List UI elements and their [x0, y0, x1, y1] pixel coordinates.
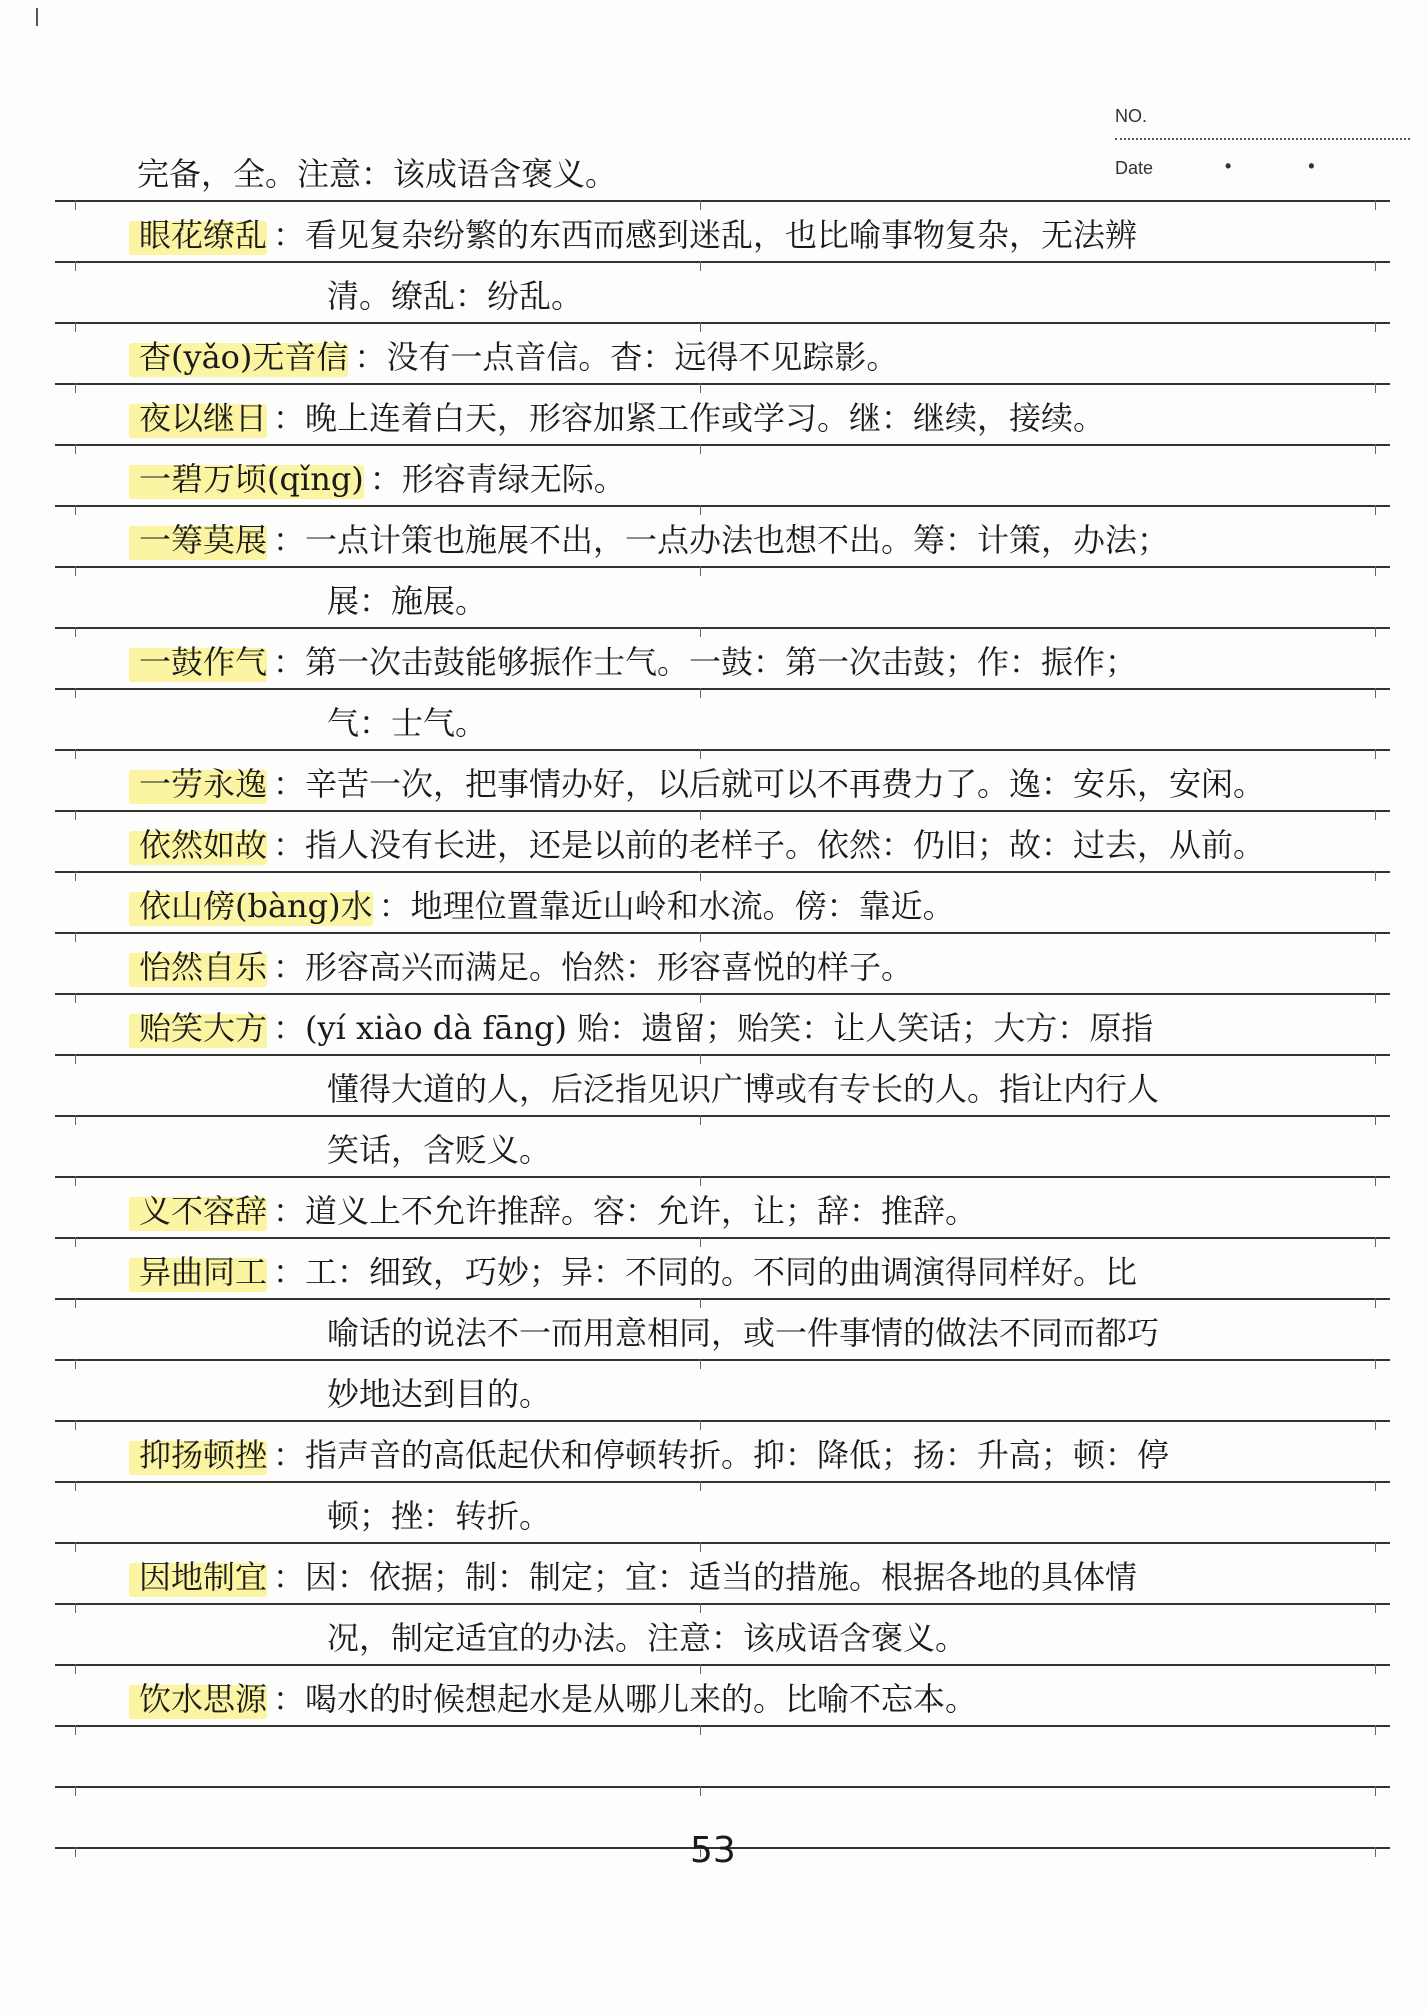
entry-continuation-line	[325, 1496, 551, 1536]
ruled-line-tick	[700, 1786, 701, 1796]
ruled-line-tick	[75, 261, 76, 271]
ruled-line-tick	[1375, 1420, 1376, 1430]
idiom-term-text: 一碧万顷(qǐng)	[139, 460, 364, 498]
entry-line	[135, 886, 955, 926]
idiom-definition: ：因：依据；制：制定；宜：适当的措施。根据各地的具体情	[273, 1558, 1138, 1596]
idiom-definition: 喻话的说法不一而用意相同，或一件事情的做法不同而都巧	[327, 1314, 1160, 1352]
ruled-line-tick	[75, 1298, 76, 1308]
idiom-term-text: 一筹莫展	[139, 521, 268, 559]
idiom-term	[135, 764, 271, 804]
idiom-term-text: 义不容辞	[139, 1192, 268, 1230]
ruled-line-tick	[700, 1298, 701, 1308]
ruled-line-tick	[1375, 505, 1376, 515]
ruled-line-tick	[75, 1176, 76, 1186]
idiom-definition: ：辛苦一次，把事情办好，以后就可以不再费力了。逸：安乐，安闲。	[273, 765, 1266, 803]
idiom-term-text: 贻笑大方	[139, 1009, 268, 1047]
idiom-term-text: 因地制宜	[139, 1558, 268, 1596]
ruled-line-tick	[75, 1359, 76, 1369]
ruled-line-tick	[700, 1115, 701, 1125]
entry-line	[135, 1679, 977, 1719]
ruled-line-tick	[1375, 627, 1376, 637]
ruled-line-tick	[700, 505, 701, 515]
idiom-term-text: 怡然自乐	[139, 948, 268, 986]
idiom-term-text: 夜以继日	[139, 399, 268, 437]
entry-continuation-line	[325, 581, 487, 621]
entry-line	[135, 1252, 1137, 1292]
idiom-definition: 况，制定适宜的办法。注意：该成语含褒义。	[327, 1619, 968, 1657]
ruled-line-tick	[1375, 1298, 1376, 1308]
idiom-definition: ：没有一点音信。杳：远得不见踪影。	[354, 338, 899, 376]
ruled-line-tick	[75, 1847, 76, 1857]
idiom-term-text: 依山傍(bàng)水	[139, 887, 373, 925]
idiom-term-text: 饮水思源	[139, 1680, 268, 1718]
ruled-line-tick	[700, 1664, 701, 1674]
entry-continuation-line	[325, 1313, 1159, 1353]
entry-line	[135, 215, 1137, 255]
ruled-line	[55, 1176, 1390, 1178]
date-label: Date	[1115, 158, 1154, 178]
idiom-definition: ：喝水的时候想起水是从哪儿来的。比喻不忘本。	[273, 1680, 978, 1718]
ruled-line-tick	[1375, 1664, 1376, 1674]
ruled-line-tick	[1375, 1786, 1376, 1796]
ruled-line-tick	[700, 444, 701, 454]
ruled-line-tick	[700, 1054, 701, 1064]
ruled-line	[55, 749, 1390, 751]
number-label: NO.	[1115, 106, 1148, 126]
idiom-term	[135, 1008, 271, 1048]
ruled-line-tick	[1375, 688, 1376, 698]
ruled-line	[55, 993, 1390, 995]
ruled-line-tick	[75, 749, 76, 759]
ruled-line-tick	[700, 749, 701, 759]
idiom-term	[135, 1435, 271, 1475]
ruled-line	[55, 1237, 1390, 1239]
ruled-line-tick	[75, 1237, 76, 1247]
ruled-line-tick	[75, 200, 76, 210]
ruled-line-tick	[1375, 1237, 1376, 1247]
idiom-definition: ：形容高兴而满足。怡然：形容喜悦的样子。	[273, 948, 914, 986]
idiom-definition: ：道义上不允许推辞。容：允许，让；辞：推辞。	[273, 1192, 978, 1230]
ruled-line-tick	[1375, 993, 1376, 1003]
ruled-line-tick	[1375, 1542, 1376, 1552]
idiom-definition: 清。缭乱：纷乱。	[327, 277, 584, 315]
entry-line	[135, 520, 1169, 560]
idiom-definition: ：一点计策也施展不出，一点办法也想不出。筹：计策，办法；	[273, 521, 1170, 559]
ruled-line-tick	[700, 261, 701, 271]
ruled-line-tick	[700, 1542, 701, 1552]
entry-continuation-line	[325, 276, 583, 316]
ruled-line	[55, 1786, 1390, 1788]
ruled-line	[55, 1420, 1390, 1422]
ruled-line-tick	[75, 688, 76, 698]
idiom-definition: ：工：细致，巧妙；异：不同的。不同的曲调演得同样好。比	[273, 1253, 1138, 1291]
entry-continuation-line	[325, 703, 487, 743]
ruled-line-tick	[1375, 200, 1376, 210]
ruled-line-tick	[75, 1725, 76, 1735]
ruled-line	[55, 505, 1390, 507]
ruled-line-tick	[1375, 1176, 1376, 1186]
entry-line	[135, 1557, 1137, 1597]
idiom-term	[135, 1191, 271, 1231]
idiom-term-text: 一劳永逸	[139, 765, 268, 803]
ruled-line-tick	[75, 505, 76, 515]
idiom-term	[135, 1679, 271, 1719]
ruled-line	[55, 627, 1390, 629]
ruled-line-tick	[1375, 1359, 1376, 1369]
ruled-line	[55, 444, 1390, 446]
ruled-line-tick	[700, 383, 701, 393]
ruled-line-tick	[700, 932, 701, 942]
entry-line	[135, 825, 1265, 865]
ruled-line-tick	[75, 444, 76, 454]
ruled-line-tick	[1375, 444, 1376, 454]
ruled-line-tick	[75, 1664, 76, 1674]
entry-line	[135, 764, 1265, 804]
ruled-line	[55, 1542, 1390, 1544]
entry-line	[135, 337, 898, 377]
idiom-definition: ：形容青绿无际。	[369, 460, 626, 498]
ruled-line-tick	[75, 1481, 76, 1491]
ruled-line-tick	[75, 1786, 76, 1796]
ruled-line-tick	[1375, 1847, 1376, 1857]
idiom-definition: ：指声音的高低起伏和停顿转折。抑：降低；扬：升高；顿：停	[273, 1436, 1170, 1474]
entry-line	[135, 154, 617, 194]
idiom-definition: ：第一次击鼓能够振作士气。一鼓：第一次击鼓；作：振作；	[273, 643, 1138, 681]
entry-line	[135, 1191, 977, 1231]
entry-line	[135, 398, 1105, 438]
idiom-definition: ：地理位置靠近山岭和水流。傍：靠近。	[378, 887, 955, 925]
ruled-line	[55, 1664, 1390, 1666]
idiom-term	[135, 398, 271, 438]
ruled-line	[55, 1054, 1390, 1056]
ruled-line-tick	[75, 993, 76, 1003]
ruled-line-tick	[700, 1603, 701, 1613]
ruled-line-tick	[1375, 383, 1376, 393]
entry-line	[135, 1435, 1169, 1475]
ruled-line-tick	[700, 627, 701, 637]
ruled-line-tick	[75, 932, 76, 942]
ruled-line	[55, 1725, 1390, 1727]
ruled-line	[55, 322, 1390, 324]
idiom-term	[135, 642, 271, 682]
idiom-term	[135, 886, 377, 926]
idiom-term	[135, 520, 271, 560]
ruled-line-tick	[75, 322, 76, 332]
idiom-term	[135, 337, 352, 377]
ruled-line-tick	[1375, 1603, 1376, 1613]
entry-line	[135, 642, 1137, 682]
idiom-term	[135, 459, 368, 499]
idiom-term	[135, 1252, 271, 1292]
ruled-line-tick	[1375, 871, 1376, 881]
ruled-line	[55, 200, 1390, 202]
ruled-line	[55, 261, 1390, 263]
idiom-definition: 顿；挫：转折。	[327, 1497, 552, 1535]
entry-line	[135, 1008, 1153, 1048]
ruled-line-tick	[75, 1054, 76, 1064]
entry-continuation-line	[325, 1618, 967, 1658]
entry-line	[135, 459, 626, 499]
ruled-line	[55, 688, 1390, 690]
ruled-line	[55, 383, 1390, 385]
page-number: 53	[690, 1830, 736, 1871]
ruled-line	[55, 1359, 1390, 1361]
idiom-definition: 妙地达到目的。	[327, 1375, 552, 1413]
idiom-term-text: 杳(yǎo)无音信	[139, 338, 349, 376]
idiom-term	[135, 825, 271, 865]
ruled-line-tick	[75, 1603, 76, 1613]
ruled-line-tick	[700, 871, 701, 881]
ruled-line	[55, 566, 1390, 568]
ruled-line-tick	[75, 627, 76, 637]
idiom-definition: ：指人没有长进，还是以前的老样子。依然：仍旧；故：过去，从前。	[273, 826, 1266, 864]
ruled-line-tick	[700, 1725, 701, 1735]
ruled-line-tick	[700, 200, 701, 210]
idiom-term	[135, 215, 271, 255]
idiom-term-text: 抑扬顿挫	[139, 1436, 268, 1474]
ruled-line-tick	[1375, 1115, 1376, 1125]
ruled-line-tick	[1375, 566, 1376, 576]
ruled-line	[55, 1298, 1390, 1300]
idiom-definition: 懂得大道的人，后泛指见识广博或有专长的人。指让内行人	[327, 1070, 1160, 1108]
idiom-term-text: 一鼓作气	[139, 643, 268, 681]
ruled-line-tick	[700, 1420, 701, 1430]
idiom-definition: 完备，全。注意：该成语含褒义。	[137, 155, 618, 193]
ruled-line-tick	[1375, 932, 1376, 942]
idiom-definition: ：看见复杂纷繁的东西而感到迷乱，也比喻事物复杂，无法辨	[273, 216, 1138, 254]
ruled-line	[55, 1481, 1390, 1483]
entry-continuation-line	[325, 1374, 551, 1414]
ruled-line-tick	[700, 1481, 701, 1491]
number-dotted-line	[1115, 138, 1410, 140]
idiom-term-text: 依然如故	[139, 826, 268, 864]
ruled-line-tick	[700, 688, 701, 698]
ruled-line-tick	[700, 322, 701, 332]
ruled-line-tick	[75, 566, 76, 576]
idiom-term-text: 眼花缭乱	[139, 216, 268, 254]
idiom-term	[135, 947, 271, 987]
ruled-line-tick	[75, 1420, 76, 1430]
ruled-line-tick	[1375, 261, 1376, 271]
corner-mark	[36, 8, 38, 26]
ruled-line-tick	[1375, 810, 1376, 820]
ruled-line-tick	[700, 566, 701, 576]
date-dots: • •	[1225, 156, 1351, 176]
ruled-line-tick	[1375, 1481, 1376, 1491]
ruled-line-tick	[700, 1359, 701, 1369]
ruled-line-tick	[1375, 749, 1376, 759]
idiom-term	[135, 1557, 271, 1597]
ruled-line	[55, 1603, 1390, 1605]
idiom-term-text: 异曲同工	[139, 1253, 268, 1291]
ruled-line-tick	[1375, 1725, 1376, 1735]
ruled-line-tick	[700, 1237, 701, 1247]
idiom-definition: 笑话，含贬义。	[327, 1131, 552, 1169]
entry-continuation-line	[325, 1069, 1159, 1109]
ruled-line-tick	[1375, 1054, 1376, 1064]
ruled-line-tick	[700, 810, 701, 820]
idiom-definition: 气：士气。	[327, 704, 488, 742]
ruled-line-tick	[1375, 322, 1376, 332]
idiom-definition: ：晚上连着白天，形容加紧工作或学习。继：继续，接续。	[273, 399, 1106, 437]
ruled-line	[55, 932, 1390, 934]
ruled-line	[55, 871, 1390, 873]
idiom-definition: 展：施展。	[327, 582, 488, 620]
entry-line	[135, 947, 913, 987]
ruled-line	[55, 810, 1390, 812]
ruled-line-tick	[75, 1115, 76, 1125]
ruled-line-tick	[75, 810, 76, 820]
entry-continuation-line	[325, 1130, 551, 1170]
ruled-line-tick	[700, 1176, 701, 1186]
idiom-definition: ：(yí xiào dà fāng) 贻：遗留；贻笑：让人笑话；大方：原指	[273, 1009, 1154, 1047]
ruled-line-tick	[75, 871, 76, 881]
ruled-line	[55, 1115, 1390, 1117]
ruled-line-tick	[700, 993, 701, 1003]
ruled-line-tick	[75, 383, 76, 393]
ruled-line-tick	[75, 1542, 76, 1552]
